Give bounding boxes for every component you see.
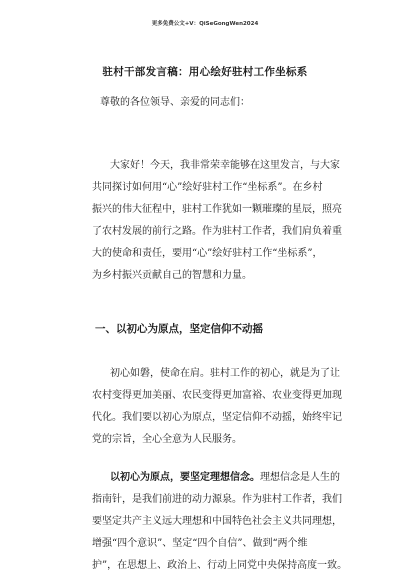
body-line: 增强“四个意识”、坚定“四个自信”、做到“两个维 <box>92 538 308 549</box>
body-line: 要坚定共产主义远大理想和中国特色社会主义共同理想， <box>92 516 342 527</box>
subpoint-lead-rest: 理想信念是人生的 <box>260 472 340 483</box>
intro-line: 大家好！今天，我非常荣幸能够在这里发言，与大家 <box>110 160 340 171</box>
body-line: 农村变得更加美丽、农民变得更加富裕、农业变得更加现 <box>92 390 342 401</box>
intro-line: 大的使命和责任，要用“心”绘好驻村工作“坐标系”， <box>92 248 323 259</box>
body-line: 党的宗旨，全心全意为人民服务。 <box>92 434 242 445</box>
page-header: 更多免费公文+V：QiSeGongWen2024 <box>151 21 259 27</box>
body-line: 代化。我们要以初心为原点，坚定信仰不动摇，始终牢记 <box>92 412 342 423</box>
document-title: 驻村干部发言稿：用心绘好驻村工作坐标系 <box>102 66 308 78</box>
subpoint-first-line <box>110 472 340 484</box>
body-line: 指南针，是我们前进的动力源泉。作为驻村工作者，我们 <box>92 494 342 505</box>
intro-line: 了农村发展的前行之路。作为驻村工作者，我们肩负着重 <box>92 226 342 237</box>
subpoint-bold-lead: 以初心为原点，要坚定理想信念。 <box>110 472 260 483</box>
intro-line: 为乡村振兴贡献自己的智慧和力量。 <box>92 270 252 281</box>
section-heading: 一、以初心为原点，坚定信仰不动摇 <box>95 323 263 335</box>
greeting: 尊敬的各位领导、亲爱的同志们： <box>100 97 250 108</box>
intro-line: 共同探讨如何用“心”绘好驻村工作“坐标系”。在乡村 <box>92 182 323 193</box>
body-line: 初心如磐，使命在肩。驻村工作的初心，就是为了让 <box>110 368 340 379</box>
body-line: 护”，在思想上、政治上、行动上同党中央保持高度一致。 <box>92 560 348 571</box>
intro-line: 振兴的伟大征程中，驻村工作犹如一颗璀璨的星辰，照亮 <box>92 204 342 215</box>
